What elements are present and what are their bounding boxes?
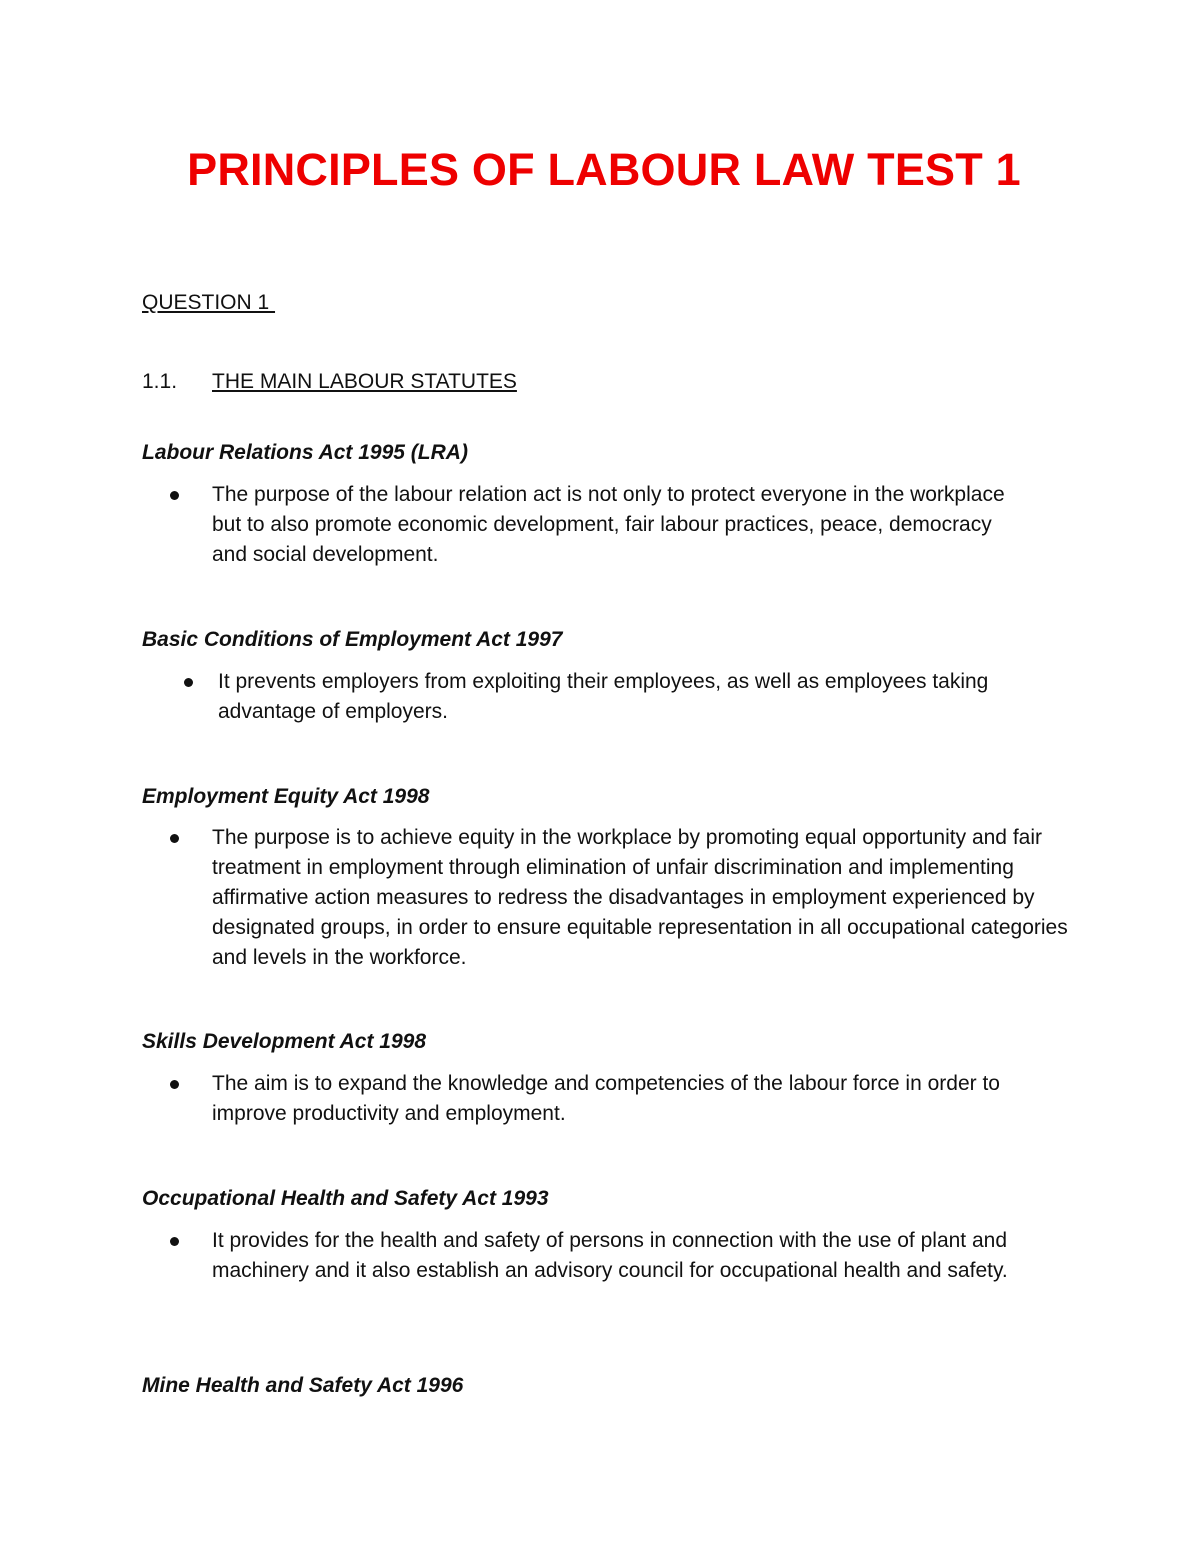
section-heading xyxy=(142,367,517,397)
statute-title: Occupational Health and Safety Act 1993 xyxy=(142,1187,549,1210)
statute-title: Employment Equity Act 1998 xyxy=(142,785,430,808)
bullet-icon xyxy=(170,1080,179,1089)
bullet-icon xyxy=(184,678,193,687)
statute-title: Basic Conditions of Employment Act 1997 xyxy=(142,628,563,651)
statute-title: Mine Health and Safety Act 1996 xyxy=(142,1374,464,1397)
bullet-icon xyxy=(170,491,179,500)
statute-title: Skills Development Act 1998 xyxy=(142,1030,427,1053)
bullet-icon xyxy=(170,1237,179,1246)
bullet-text: It provides for the health and safety of persons in connection with the use of plant and machinery and it also establish an advisory council for occupational health and safety. xyxy=(212,1229,1008,1282)
document-title: PRINCIPLES OF LABOUR LAW TEST 1 xyxy=(187,144,1021,195)
statute-title: Labour Relations Act 1995 (LRA) xyxy=(142,441,468,464)
section-title: THE MAIN LABOUR STATUTES xyxy=(212,370,517,393)
bullet-text: The purpose of the labour relation act is not only to protect everyone in the workplace but to also promote economic development, fair labour practices, peace, democracy and social development. xyxy=(212,483,1005,566)
question-heading: QUESTION 1 xyxy=(142,291,276,314)
bullet-text: The aim is to expand the knowledge and competencies of the labour force in order to improve productivity and employment. xyxy=(212,1072,1000,1125)
bullet-icon xyxy=(170,834,179,843)
section-number: 1.1. xyxy=(142,370,178,393)
bullet-text: The purpose is to achieve equity in the workplace by promoting equal opportunity and fair treatment in employment through elimination of unfair discrimination and implementing affirmative action measures to redress the disadvantages in employment experienced by designated groups, in order to ensure equitable representation in all occupational categories and levels in the workforce. xyxy=(212,826,1068,969)
bullet-text: It prevents employers from exploiting their employees, as well as employees taking advantage of employers. xyxy=(218,670,989,723)
